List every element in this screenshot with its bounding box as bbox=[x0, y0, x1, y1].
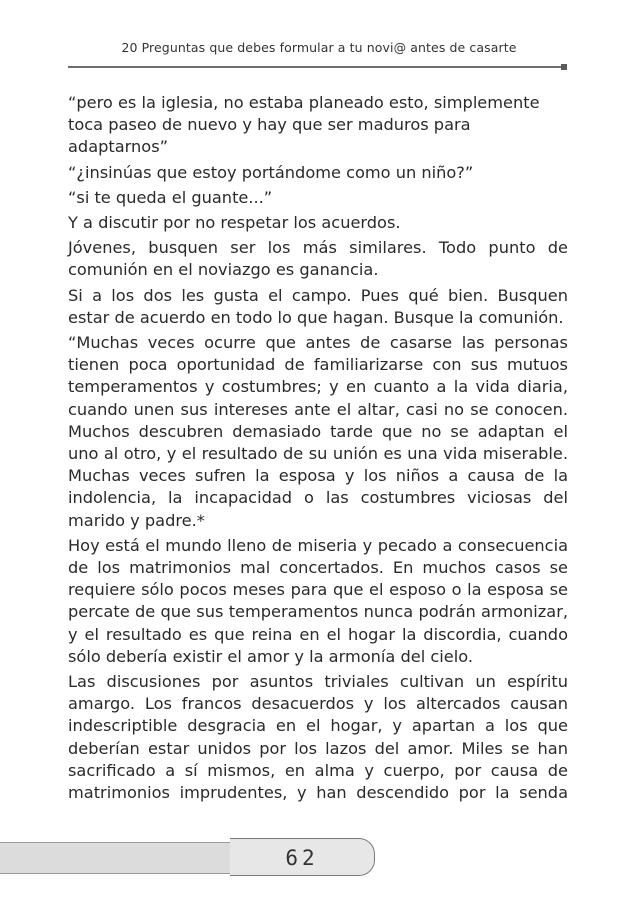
text-line: cuando unen sus intereses ante el altar, casi no se conocen. bbox=[68, 399, 568, 419]
text-line: tienen poca oportunidad de familiarizarse con sus mutuos bbox=[68, 355, 568, 375]
page-body bbox=[68, 92, 568, 807]
text-line: temperamentos y costumbres; y en cuanto a la vida diaria, bbox=[68, 377, 568, 397]
text-line: comunión en el noviazgo es ganancia. bbox=[68, 260, 379, 280]
header-rule-end-mark bbox=[561, 64, 567, 70]
paragraph-9 bbox=[68, 671, 568, 804]
paragraph-6 bbox=[68, 285, 568, 329]
text-line: Muchos descubren demasiado tarde que no se adaptan el bbox=[68, 421, 568, 441]
text-line: requiere sólo pocos meses para que el esposo o la esposa se bbox=[68, 580, 568, 600]
text-line: indescriptible desgracia en el hogar, y apartan a los que bbox=[68, 716, 568, 736]
paragraph-1 bbox=[68, 92, 568, 159]
text-line: “¿insinúas que estoy portándome como un niño?” bbox=[68, 162, 474, 182]
page-number: 62 bbox=[285, 846, 319, 870]
paragraph-4 bbox=[68, 212, 568, 234]
text-line: indolencia, la incapacidad o las costumbres viciosas del bbox=[68, 488, 568, 508]
text-line: marido y padre.* bbox=[68, 510, 205, 530]
text-line: percate de que sus temperamentos nunca podrán armonizar, bbox=[68, 602, 568, 622]
text-line: “Muchas veces ocurre que antes de casarse las personas bbox=[68, 333, 568, 353]
text-line: Jóvenes, busquen ser los más similares. Todo punto de bbox=[68, 238, 568, 258]
text-line: uno al otro, y el resultado de su unión es una vida miserable. bbox=[68, 444, 568, 464]
text-line: Si a los dos les gusta el campo. Pues qué bien. Busquen bbox=[68, 285, 568, 305]
paragraph-8 bbox=[68, 535, 568, 668]
text-line: Hoy está el mundo lleno de miseria y pecado a consecuencia bbox=[68, 535, 568, 555]
text-line: Las discusiones por asuntos triviales cultivan un espíritu bbox=[68, 672, 568, 692]
text-line: “pero es la iglesia, no estaba planeado esto, simplemente bbox=[68, 93, 540, 112]
text-line: adaptarnos” bbox=[68, 137, 169, 157]
paragraph-5 bbox=[68, 237, 568, 281]
text-line: sacrificado a sí mismos, en alma y cuerpo, por causa de bbox=[68, 760, 568, 780]
paragraph-2 bbox=[68, 162, 568, 184]
text-line: deberían estar unidos por los lazos del amor. Miles se han bbox=[68, 738, 568, 758]
paragraph-3 bbox=[68, 187, 568, 209]
text-line: y el resultado es que reina en el hogar la discordia, cuando bbox=[68, 624, 568, 644]
text-line: amargo. Los francos desacuerdos y los altercados causan bbox=[68, 694, 568, 714]
text-line: toca paseo de nuevo y hay que ser maduros para bbox=[68, 115, 471, 135]
text-line: Muchas veces sufren la esposa y los niños a causa de la bbox=[68, 466, 568, 486]
running-header: 20 Preguntas que debes formular a tu novi@ antes de casarte bbox=[121, 40, 517, 55]
paragraph-7-quote bbox=[68, 332, 568, 532]
text-line: sólo debería existir el amor y la armonía del cielo. bbox=[68, 646, 473, 666]
text-line: matrimonios imprudentes, y han descendido por la senda bbox=[68, 783, 568, 803]
header-rule bbox=[68, 66, 562, 68]
text-line: “si te queda el guante...” bbox=[68, 187, 273, 207]
text-line: de los matrimonios mal concertados. En muchos casos se bbox=[68, 558, 568, 578]
text-line: Y a discutir por no respetar los acuerdos. bbox=[68, 213, 401, 233]
text-line: estar de acuerdo en todo lo que hagan. Busque la comunión. bbox=[68, 307, 564, 327]
